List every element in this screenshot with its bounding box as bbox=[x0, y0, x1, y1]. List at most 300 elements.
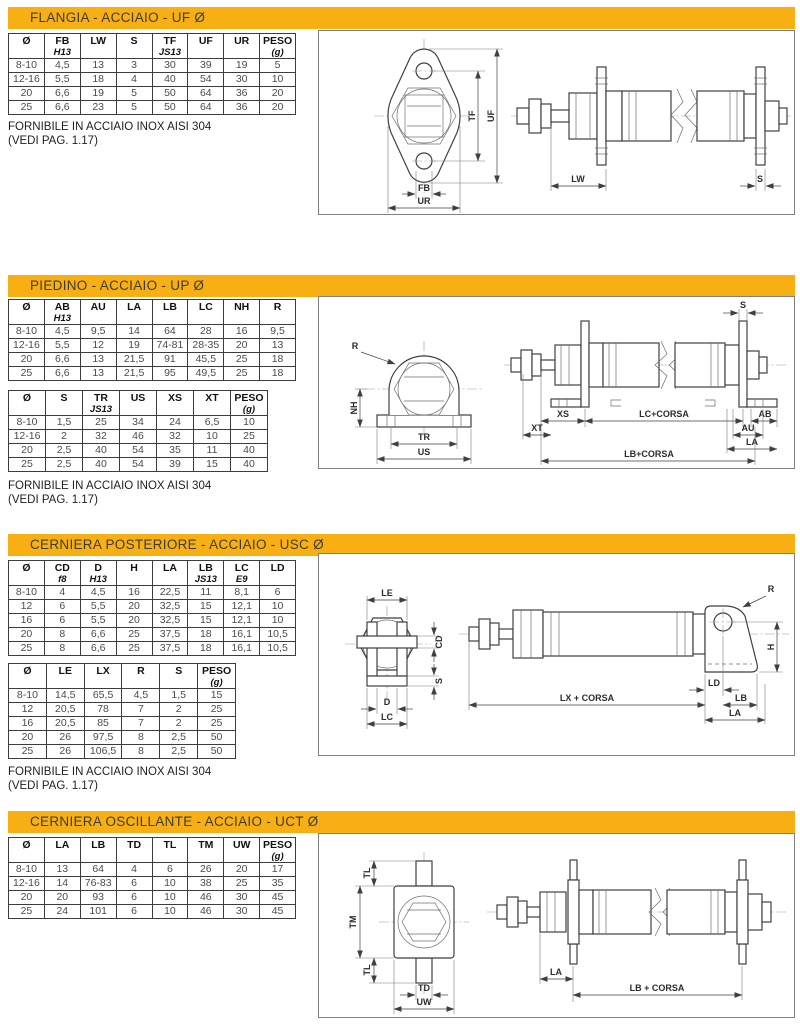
dim-label-la: LA bbox=[746, 437, 758, 447]
table-cell: 6 bbox=[44, 600, 80, 614]
table-cell: 40 bbox=[231, 458, 268, 472]
table-cell: 17 bbox=[260, 863, 296, 877]
table-cell: 16 bbox=[224, 325, 260, 339]
section-header-cerniera-oscillante bbox=[8, 811, 795, 833]
column-header: H bbox=[116, 561, 152, 586]
table-cell: 20 bbox=[260, 101, 296, 115]
table-cell: 25 bbox=[224, 367, 260, 381]
dim-label-ld: LD bbox=[708, 678, 720, 688]
table-cell: 28 bbox=[188, 325, 224, 339]
table-cell: 18 bbox=[260, 353, 296, 367]
dim-label-tf: TF bbox=[467, 110, 477, 122]
table-cell: 26 bbox=[46, 745, 84, 759]
table-cell: 12 bbox=[80, 339, 116, 353]
table-cell: 37,5 bbox=[152, 628, 188, 642]
note-line: (VEDI PAG. 1.17) bbox=[8, 135, 98, 147]
dim-label-td: TD bbox=[418, 983, 430, 993]
dim-label-cd: CD bbox=[434, 635, 444, 649]
column-header: LX bbox=[84, 664, 122, 689]
table-cell: 28-35 bbox=[188, 339, 224, 353]
table-cell: 15 bbox=[198, 689, 236, 703]
table-cell: 13 bbox=[80, 353, 116, 367]
table-cell: 19 bbox=[80, 87, 116, 101]
column-header: XS bbox=[157, 391, 194, 416]
cylinder-side-view bbox=[459, 584, 789, 724]
table-cell: 7 bbox=[122, 717, 160, 731]
piedino-drawing bbox=[318, 296, 795, 469]
table-row bbox=[9, 717, 236, 731]
table-row bbox=[9, 877, 296, 891]
column-header: LB JS13 bbox=[188, 561, 224, 586]
table-cell: 10 bbox=[194, 430, 231, 444]
column-header: R bbox=[260, 300, 296, 325]
section-title: PIEDINO - ACCIAIO - UP Ø bbox=[30, 278, 205, 293]
dim-label-tr: TR bbox=[418, 432, 430, 442]
table-cell: 24 bbox=[44, 905, 80, 919]
table-row bbox=[9, 642, 296, 656]
table-cell: 20 bbox=[260, 87, 296, 101]
column-header: TD bbox=[116, 838, 152, 863]
table-row bbox=[9, 628, 296, 642]
table-row bbox=[9, 863, 296, 877]
dim-label-d: D bbox=[383, 697, 391, 707]
table-cell: 6 bbox=[116, 905, 152, 919]
table-cell: 40 bbox=[83, 444, 120, 458]
table-cell: 6,6 bbox=[80, 642, 116, 656]
table-cell: 46 bbox=[188, 891, 224, 905]
table-cell: 6,6 bbox=[44, 367, 80, 381]
table-cell: 10,5 bbox=[260, 628, 296, 642]
table-cell: 10 bbox=[152, 891, 188, 905]
table-row bbox=[9, 416, 268, 430]
column-header: FB H13 bbox=[44, 34, 80, 59]
table-row bbox=[9, 339, 296, 353]
table-cell: 13 bbox=[44, 863, 80, 877]
table-cell: 10 bbox=[260, 73, 296, 87]
table-cell: 19 bbox=[224, 59, 260, 73]
table-cell: 15 bbox=[188, 614, 224, 628]
table-cell: 76-83 bbox=[80, 877, 116, 891]
table-cell: 15 bbox=[188, 600, 224, 614]
column-header: S bbox=[160, 664, 198, 689]
table-cell: 34 bbox=[120, 416, 157, 430]
dim-label-h: H bbox=[766, 643, 776, 651]
table-cell: 4 bbox=[44, 586, 80, 600]
table-cell: 5,5 bbox=[80, 614, 116, 628]
table-cell: 64 bbox=[80, 863, 116, 877]
table-cell: 6,6 bbox=[80, 628, 116, 642]
table-row bbox=[9, 458, 268, 472]
table-cell: 3 bbox=[116, 59, 152, 73]
piedino-drawing-svg bbox=[319, 297, 794, 468]
table-cell: 2,5 bbox=[46, 444, 83, 458]
table-cell: 30 bbox=[224, 73, 260, 87]
table-cell: 106,5 bbox=[84, 745, 122, 759]
table-cell: 45 bbox=[260, 905, 296, 919]
table-cell: 30 bbox=[152, 59, 188, 73]
dim-label-la: LA bbox=[550, 967, 562, 977]
dim-label-s2: S bbox=[739, 300, 747, 310]
table-cell: 25 bbox=[198, 703, 236, 717]
table-cell: 12,1 bbox=[224, 600, 260, 614]
dim-label-ur: UR bbox=[417, 196, 431, 206]
column-header: LD bbox=[260, 561, 296, 586]
table-cell: 25 bbox=[116, 642, 152, 656]
table-cell: 8 bbox=[122, 745, 160, 759]
table-cell: 54 bbox=[120, 458, 157, 472]
table-cell: 20 bbox=[9, 444, 46, 458]
cylinder-side-view bbox=[487, 860, 789, 1002]
table-cell: 36 bbox=[224, 101, 260, 115]
table-cell: 6 bbox=[116, 877, 152, 891]
table-row bbox=[9, 73, 296, 87]
table-cell: 25 bbox=[9, 101, 45, 115]
dim-label-lc-corsa: LC+CORSA bbox=[639, 409, 689, 419]
table-cell: 35 bbox=[157, 444, 194, 458]
table-cell: 10,5 bbox=[260, 642, 296, 656]
piedino-table-1 bbox=[8, 299, 296, 381]
cerniera-oscillante-drawing-svg bbox=[319, 834, 794, 1017]
dim-label-nh: NH bbox=[349, 401, 359, 415]
table-cell: 91 bbox=[152, 353, 188, 367]
table-cell: 40 bbox=[152, 73, 188, 87]
table-cell: 4,5 bbox=[44, 59, 80, 73]
table-cell: 49,5 bbox=[188, 367, 224, 381]
table-cell: 8 bbox=[44, 642, 80, 656]
table-cell: 20 bbox=[9, 731, 47, 745]
column-header: LA bbox=[152, 561, 188, 586]
cerniera-oscillante-drawing bbox=[318, 833, 795, 1018]
column-header: US bbox=[120, 391, 157, 416]
table-cell: 35 bbox=[260, 877, 296, 891]
column-header: LE bbox=[46, 664, 84, 689]
table-row bbox=[9, 353, 296, 367]
column-header: Ø bbox=[9, 664, 47, 689]
column-header: D H13 bbox=[80, 561, 116, 586]
table-cell: 2,5 bbox=[160, 745, 198, 759]
table-cell: 10 bbox=[152, 877, 188, 891]
table-cell: 64 bbox=[188, 87, 224, 101]
column-header: TR JS13 bbox=[83, 391, 120, 416]
table-cell: 25 bbox=[198, 717, 236, 731]
column-header: LB bbox=[80, 838, 116, 863]
table-row bbox=[9, 87, 296, 101]
table-cell: 5 bbox=[260, 59, 296, 73]
table-cell: 10 bbox=[260, 600, 296, 614]
table-cell: 5,5 bbox=[80, 600, 116, 614]
table-cell: 26 bbox=[46, 731, 84, 745]
table-cell: 1,5 bbox=[46, 416, 83, 430]
table-row bbox=[9, 367, 296, 381]
table-cell: 26 bbox=[188, 863, 224, 877]
table-cell: 20 bbox=[9, 628, 45, 642]
table-cell: 25 bbox=[83, 416, 120, 430]
column-header: UF bbox=[188, 34, 224, 59]
section-header-piedino bbox=[8, 275, 795, 297]
dim-label-au: AU bbox=[741, 423, 755, 433]
dim-label-xt: XT bbox=[531, 423, 543, 433]
dim-label-ab: AB bbox=[758, 409, 772, 419]
note-line: (VEDI PAG. 1.17) bbox=[8, 494, 98, 506]
table-cell: 30 bbox=[224, 891, 260, 905]
column-header: TL bbox=[152, 838, 188, 863]
table-cell: 46 bbox=[120, 430, 157, 444]
table-cell: 8 bbox=[44, 628, 80, 642]
table-cell: 20 bbox=[44, 891, 80, 905]
dim-label-la: LA bbox=[729, 708, 741, 718]
cylinder-side-view bbox=[511, 67, 791, 191]
section-title: CERNIERA OSCILLANTE - ACCIAIO - UCT Ø bbox=[30, 814, 319, 829]
table-cell: 24 bbox=[157, 416, 194, 430]
dim-label-lc: LC bbox=[381, 712, 393, 722]
table-cell: 30 bbox=[224, 905, 260, 919]
flangia-drawing-svg bbox=[319, 31, 794, 214]
table-cell: 4 bbox=[116, 863, 152, 877]
cerniera-posteriore-table-2 bbox=[8, 663, 236, 759]
table-cell: 25 bbox=[224, 877, 260, 891]
column-header: Ø bbox=[9, 300, 45, 325]
table-row bbox=[9, 731, 236, 745]
column-header: PESO (g) bbox=[260, 34, 296, 59]
table-cell: 95 bbox=[152, 367, 188, 381]
table-cell: 5,5 bbox=[44, 339, 80, 353]
table-cell: 12 bbox=[9, 703, 47, 717]
column-header: LA bbox=[116, 300, 152, 325]
table-cell: 20 bbox=[9, 87, 45, 101]
table-cell: 12 bbox=[9, 600, 45, 614]
clevis-front-view bbox=[345, 588, 444, 729]
table-cell: 6 bbox=[260, 586, 296, 600]
table-cell: 18 bbox=[80, 73, 116, 87]
section-header-flangia bbox=[8, 7, 795, 29]
table-row bbox=[9, 689, 236, 703]
note-line: FORNIBILE IN ACCIAIO INOX AISI 304 bbox=[8, 121, 212, 133]
flangia-drawing bbox=[318, 30, 795, 215]
table-cell: 64 bbox=[188, 101, 224, 115]
table-cell: 14 bbox=[44, 877, 80, 891]
table-row bbox=[9, 905, 296, 919]
cylinder-side-view bbox=[504, 300, 789, 465]
table-cell: 2 bbox=[160, 703, 198, 717]
table-cell: 64 bbox=[152, 325, 188, 339]
table-cell: 20 bbox=[224, 339, 260, 353]
table-cell: 8-10 bbox=[9, 586, 45, 600]
table-cell: 25 bbox=[9, 367, 45, 381]
table-cell: 36 bbox=[224, 87, 260, 101]
table-cell: 5 bbox=[116, 101, 152, 115]
table-cell: 4,5 bbox=[80, 586, 116, 600]
column-header: LC E9 bbox=[224, 561, 260, 586]
flangia-table bbox=[8, 33, 296, 115]
table-row bbox=[9, 614, 296, 628]
table-cell: 8 bbox=[122, 731, 160, 745]
flange-front-view bbox=[374, 39, 503, 213]
table-cell: 50 bbox=[198, 745, 236, 759]
table-row bbox=[9, 703, 236, 717]
table-cell: 32 bbox=[157, 430, 194, 444]
table-cell: 20 bbox=[9, 353, 45, 367]
column-header: S bbox=[46, 391, 83, 416]
note-line: (VEDI PAG. 1.17) bbox=[8, 780, 98, 792]
table-cell: 32,5 bbox=[152, 614, 188, 628]
table-cell: 18 bbox=[260, 367, 296, 381]
piedino-note bbox=[8, 479, 211, 507]
column-header: Ø bbox=[9, 391, 46, 416]
table-cell: 25 bbox=[224, 353, 260, 367]
table-cell: 12,1 bbox=[224, 614, 260, 628]
table-row bbox=[9, 586, 296, 600]
column-header: PESO (g) bbox=[231, 391, 268, 416]
section-title: FLANGIA - ACCIAIO - UF Ø bbox=[30, 10, 206, 25]
table-cell: 45,5 bbox=[188, 353, 224, 367]
table-row bbox=[9, 101, 296, 115]
column-header: AU bbox=[80, 300, 116, 325]
table-row bbox=[9, 444, 268, 458]
table-cell: 16,1 bbox=[224, 642, 260, 656]
dim-label-s: S bbox=[434, 677, 444, 685]
table-cell: 6 bbox=[44, 614, 80, 628]
table-cell: 32 bbox=[83, 430, 120, 444]
table-cell: 40 bbox=[231, 444, 268, 458]
table-cell: 11 bbox=[188, 586, 224, 600]
table-cell: 54 bbox=[120, 444, 157, 458]
table-cell: 85 bbox=[84, 717, 122, 731]
table-cell: 4,5 bbox=[44, 325, 80, 339]
table-cell: 12-16 bbox=[9, 430, 46, 444]
table-cell: 6,6 bbox=[44, 87, 80, 101]
table-cell: 12-16 bbox=[9, 877, 45, 891]
table-cell: 14,5 bbox=[46, 689, 84, 703]
column-header: PESO (g) bbox=[198, 664, 236, 689]
dim-label-r: R bbox=[767, 584, 775, 594]
dim-label-tl-top: TL bbox=[362, 867, 372, 879]
table-cell: 2 bbox=[160, 717, 198, 731]
table-cell: 50 bbox=[152, 101, 188, 115]
table-cell: 78 bbox=[84, 703, 122, 717]
table-cell: 65,5 bbox=[84, 689, 122, 703]
column-header: Ø bbox=[9, 34, 45, 59]
dim-label-lb-corsa: LB + CORSA bbox=[629, 983, 685, 993]
table-cell: 4 bbox=[116, 73, 152, 87]
table-cell: 50 bbox=[152, 87, 188, 101]
column-header: LC bbox=[188, 300, 224, 325]
table-cell: 25 bbox=[9, 458, 46, 472]
table-cell: 13 bbox=[80, 59, 116, 73]
piedino-table-2 bbox=[8, 390, 268, 472]
column-header: TF JS13 bbox=[152, 34, 188, 59]
table-cell: 1,5 bbox=[160, 689, 198, 703]
table-cell: 14 bbox=[116, 325, 152, 339]
table-cell: 23 bbox=[80, 101, 116, 115]
table-cell: 9,5 bbox=[80, 325, 116, 339]
table-cell: 21,5 bbox=[116, 353, 152, 367]
table-cell: 20,5 bbox=[46, 703, 84, 717]
dim-label-tl-bottom: TL bbox=[362, 964, 372, 976]
table-cell: 39 bbox=[157, 458, 194, 472]
table-cell: 2,5 bbox=[160, 731, 198, 745]
table-cell: 93 bbox=[80, 891, 116, 905]
table-cell: 6 bbox=[152, 863, 188, 877]
dim-label-lw: LW bbox=[571, 174, 585, 184]
table-cell: 18 bbox=[188, 642, 224, 656]
cerniera-posteriore-table-1 bbox=[8, 560, 296, 656]
table-cell: 32,5 bbox=[152, 600, 188, 614]
note-line: FORNIBILE IN ACCIAIO INOX AISI 304 bbox=[8, 480, 212, 492]
table-cell: 8,1 bbox=[224, 586, 260, 600]
table-cell: 97,5 bbox=[84, 731, 122, 745]
table-cell: 8-10 bbox=[9, 59, 45, 73]
table-cell: 25 bbox=[9, 745, 47, 759]
table-cell: 25 bbox=[231, 430, 268, 444]
table-cell: 20 bbox=[9, 891, 45, 905]
table-cell: 8-10 bbox=[9, 325, 45, 339]
cerniera-posteriore-drawing-svg bbox=[319, 554, 794, 755]
column-header: UW bbox=[224, 838, 260, 863]
table-cell: 40 bbox=[83, 458, 120, 472]
table-cell: 13 bbox=[260, 339, 296, 353]
table-cell: 7 bbox=[122, 703, 160, 717]
table-cell: 5,5 bbox=[44, 73, 80, 87]
cerniera-oscillante-table bbox=[8, 837, 296, 919]
table-row bbox=[9, 600, 296, 614]
table-cell: 2 bbox=[46, 430, 83, 444]
table-cell: 20 bbox=[116, 600, 152, 614]
table-cell: 18 bbox=[188, 628, 224, 642]
dim-label-lx-corsa: LX + CORSA bbox=[559, 693, 615, 703]
table-cell: 16,1 bbox=[224, 628, 260, 642]
column-header: R bbox=[122, 664, 160, 689]
cerniera-posteriore-drawing bbox=[318, 553, 795, 756]
table-cell: 39 bbox=[188, 59, 224, 73]
table-cell: 38 bbox=[188, 877, 224, 891]
table-cell: 54 bbox=[188, 73, 224, 87]
column-header: S bbox=[116, 34, 152, 59]
table-cell: 10 bbox=[152, 905, 188, 919]
table-cell: 50 bbox=[198, 731, 236, 745]
column-header: PESO (g) bbox=[260, 838, 296, 863]
table-cell: 46 bbox=[188, 905, 224, 919]
table-cell: 25 bbox=[116, 628, 152, 642]
dim-label-fb: FB bbox=[418, 183, 430, 193]
table-row bbox=[9, 325, 296, 339]
table-cell: 15 bbox=[194, 458, 231, 472]
table-cell: 10 bbox=[260, 614, 296, 628]
dim-label-r: R bbox=[351, 341, 359, 351]
dim-label-uw: UW bbox=[416, 997, 432, 1007]
column-header: LA bbox=[44, 838, 80, 863]
table-cell: 6,5 bbox=[194, 416, 231, 430]
table-cell: 101 bbox=[80, 905, 116, 919]
table-cell: 16 bbox=[9, 614, 45, 628]
foot-front-view bbox=[349, 341, 483, 464]
table-cell: 13 bbox=[80, 367, 116, 381]
cerniera-posteriore-note bbox=[8, 765, 211, 793]
flangia-note bbox=[8, 120, 211, 148]
column-header: LW bbox=[80, 34, 116, 59]
dim-label-us: US bbox=[417, 447, 431, 457]
table-cell: 25 bbox=[9, 905, 45, 919]
column-header: XT bbox=[194, 391, 231, 416]
column-header: Ø bbox=[9, 838, 45, 863]
dim-label-tm: TM bbox=[348, 915, 358, 929]
section-title: CERNIERA POSTERIORE - ACCIAIO - USC Ø bbox=[30, 537, 324, 552]
column-header: CD f8 bbox=[44, 561, 80, 586]
table-cell: 21,5 bbox=[116, 367, 152, 381]
table-cell: 8-10 bbox=[9, 416, 46, 430]
table-cell: 5 bbox=[116, 87, 152, 101]
table-cell: 45 bbox=[260, 891, 296, 905]
table-cell: 4,5 bbox=[122, 689, 160, 703]
